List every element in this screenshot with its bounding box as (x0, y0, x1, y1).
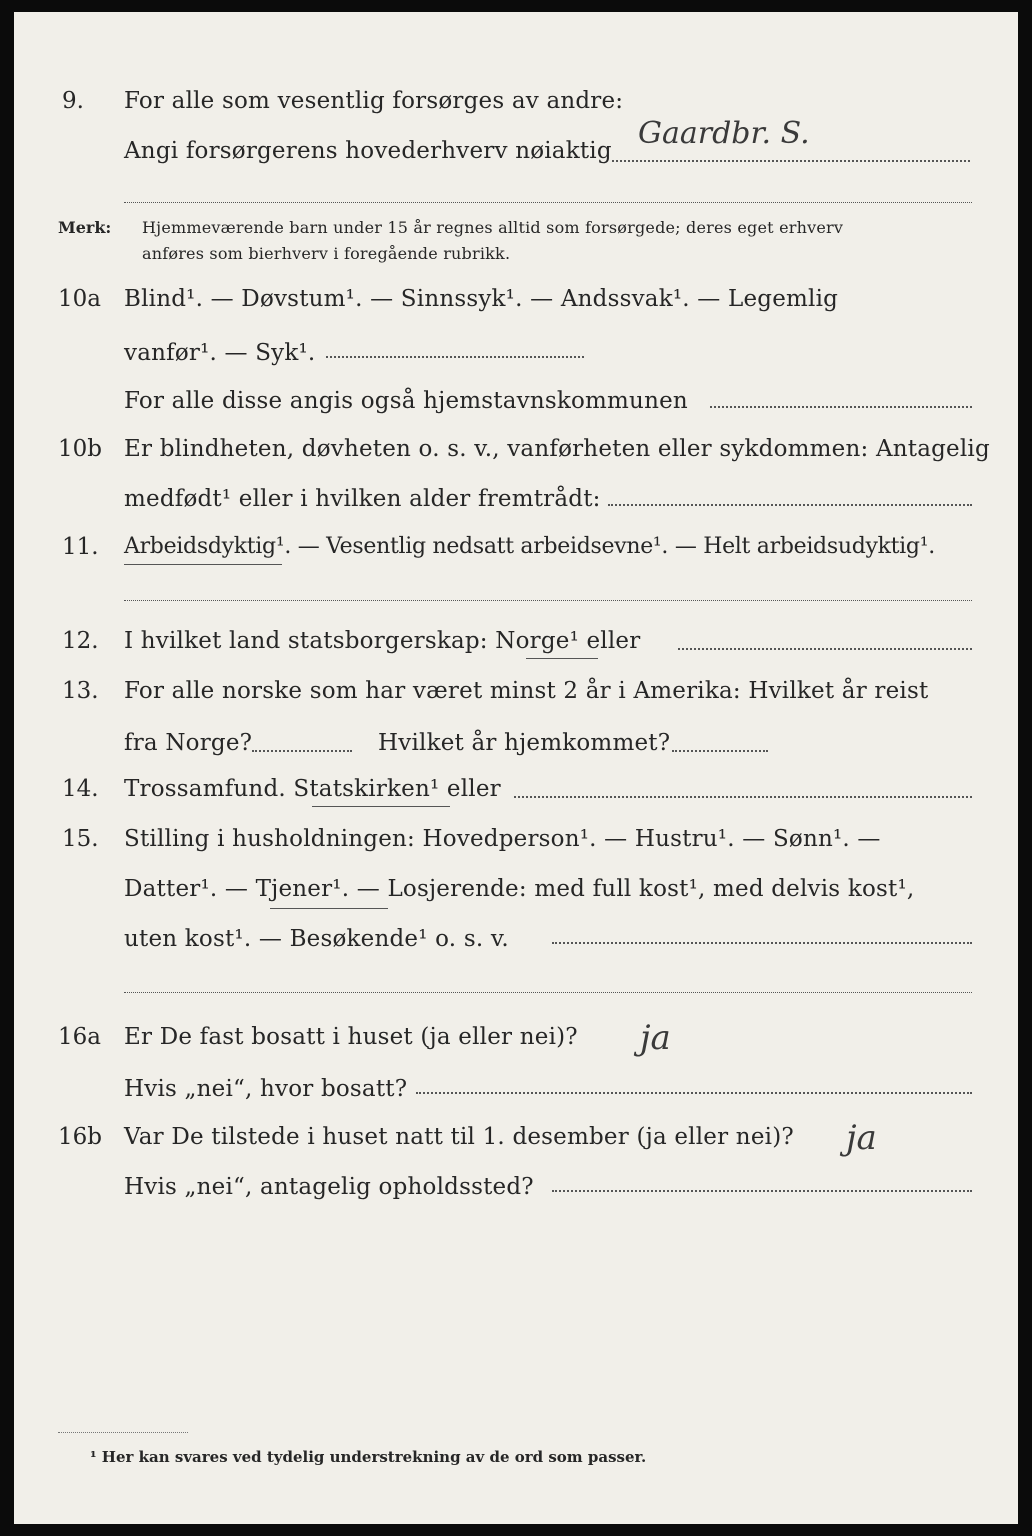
question-16b-line2 (14, 1174, 1018, 1214)
question-16a (14, 1024, 1018, 1064)
question-text: Trossamfund. Statskirken¹ eller (124, 776, 501, 802)
note-label: Merk: (58, 218, 112, 237)
answer-line (552, 942, 972, 944)
question-text: I hvilket land statsborgerskap: Norge¹ eller (124, 628, 641, 654)
answer-line (514, 796, 972, 798)
question-15-line2 (14, 876, 1018, 916)
question-number: 15. (62, 826, 99, 852)
answer-line (612, 160, 970, 162)
question-number: 9. (62, 88, 84, 114)
answer-line (326, 356, 584, 358)
underline-tjener (270, 908, 388, 909)
question-text: vanfør¹. — Syk¹. (124, 340, 316, 366)
question-15-line3 (14, 926, 1018, 966)
question-text: Hvis „nei“, antagelig opholdssted? (124, 1174, 534, 1200)
answer-line (552, 1190, 972, 1192)
question-text: Er De fast bosatt i huset (ja eller nei)? (124, 1024, 578, 1050)
question-number: 11. (62, 534, 99, 560)
question-number: 12. (62, 628, 99, 654)
footnote: ¹ Her kan svares ved tydelig understrekning av de ord som passer. (90, 1448, 647, 1466)
underline-arbeidsdyktig (124, 564, 282, 565)
handwritten-answer: ja (640, 1018, 671, 1058)
question-text: For alle norske som har været minst 2 år i Amerika: Hvilket år reist (124, 678, 929, 704)
question-text: Stilling i husholdningen: Hovedperson¹. — Hustru¹. — Sønn¹. — (124, 826, 881, 852)
question-10b (14, 436, 1018, 476)
question-9 (14, 88, 1018, 128)
question-text: Var De tilstede i huset natt til 1. desember (ja eller nei)? (124, 1124, 794, 1150)
question-9-line2 (14, 138, 1018, 178)
question-number: 16a (58, 1024, 101, 1050)
underline-norge (526, 658, 598, 659)
question-text: medfødt¹ eller i hvilken alder fremtrådt: (124, 486, 601, 512)
answer-line (608, 504, 972, 506)
divider-line (124, 992, 972, 993)
note-merk-line2 (14, 244, 1018, 284)
question-number: 16b (58, 1124, 102, 1150)
question-text: Blind¹. — Døvstum¹. — Sinnssyk¹. — Andssvak¹. — Legemlig (124, 286, 839, 312)
question-15 (14, 826, 1018, 866)
handwritten-answer: ja (846, 1118, 877, 1158)
question-text: Arbeidsdyktig¹. — Vesentlig nedsatt arbeidsevne¹. — Helt arbeidsudyktig¹. (124, 534, 935, 559)
answer-line (252, 750, 352, 752)
question-text: For alle som vesentlig forsørges av andre: (124, 88, 624, 114)
question-text: Angi forsørgerens hovederhverv nøiaktig (124, 138, 612, 164)
question-text: Hvilket år hjemkommet? (378, 730, 671, 756)
answer-line (710, 406, 972, 408)
question-16a-line2 (14, 1076, 1018, 1116)
note-text: Hjemmeværende barn under 15 år regnes alltid som forsørgede; deres eget erhverv (142, 218, 844, 237)
question-number: 14. (62, 776, 99, 802)
question-text: Er blindheten, døvheten o. s. v., vanførheten eller sykdommen: Antagelig (124, 436, 990, 462)
question-13-line2 (14, 730, 1018, 770)
question-10a (14, 286, 1018, 326)
census-form-page (14, 12, 1018, 1524)
answer-line (416, 1092, 972, 1094)
question-text: uten kost¹. — Besøkende¹ o. s. v. (124, 926, 509, 952)
footnote-rule (58, 1432, 188, 1433)
handwritten-answer: Gaardbr. S. (638, 116, 810, 151)
question-11 (14, 534, 1018, 574)
question-number: 10b (58, 436, 102, 462)
underline-statskirken (312, 806, 450, 807)
question-text: Hvis „nei“, hvor bosatt? (124, 1076, 408, 1102)
answer-line (678, 648, 972, 650)
question-text: For alle disse angis også hjemstavnskommunen (124, 388, 688, 414)
answer-line (672, 750, 768, 752)
question-13 (14, 678, 1018, 718)
question-number: 10a (58, 286, 101, 312)
question-10b-line2 (14, 486, 1018, 526)
question-text: Datter¹. — Tjener¹. — Losjerende: med full kost¹, med delvis kost¹, (124, 876, 915, 902)
divider-line (124, 600, 972, 601)
question-10a-line2 (14, 340, 1018, 380)
question-number: 13. (62, 678, 99, 704)
question-10a-line3 (14, 388, 1018, 428)
divider-line (124, 202, 972, 203)
note-text: anføres som bierhverv i foregående rubrikk. (142, 244, 511, 263)
question-text: fra Norge? (124, 730, 253, 756)
